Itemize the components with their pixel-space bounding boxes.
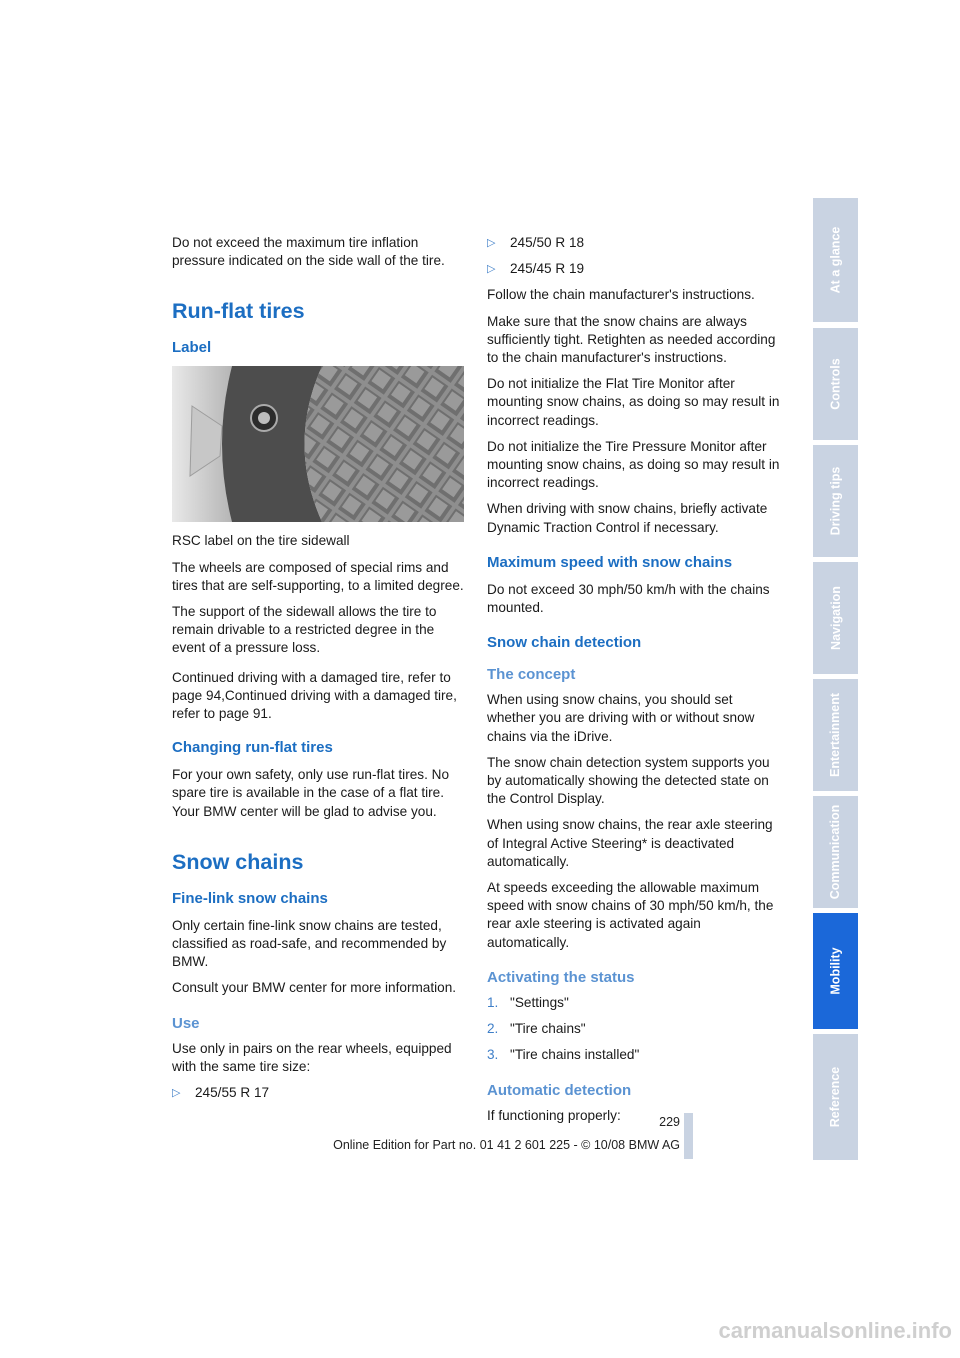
left-column xyxy=(172,234,466,1110)
changing-run-flat-heading: Changing run-flat tires xyxy=(172,739,333,757)
snow-chain-detection-heading: Snow chain detection xyxy=(487,634,642,652)
page-number-bar xyxy=(684,1113,693,1159)
fine-link-heading: Fine-link snow chains xyxy=(172,889,328,907)
paragraph: Use only in pairs on the rear wheels, equipped with the same tire size: xyxy=(172,1040,452,1074)
label-heading: Label xyxy=(172,339,212,357)
paragraph: Do not initialize the Tire Pressure Monitor after mounting snow chains, as doing so may result in incorrect readings. xyxy=(487,438,780,491)
tab-driving-tips[interactable]: Driving tips xyxy=(813,445,858,557)
right-column xyxy=(487,234,781,1133)
list-item xyxy=(487,234,781,252)
paragraph: The wheels are composed of special rims and tires that are self-supporting, to a limited degree. xyxy=(172,559,464,593)
paragraph: If functioning properly: xyxy=(487,1107,621,1123)
snow-chains-heading: Snow chains xyxy=(172,849,304,874)
list-item xyxy=(487,1020,781,1038)
bullet-arrow-icon: ▷ xyxy=(487,237,496,249)
intro-paragraph: Do not exceed the maximum tire inflation pressure indicated on the side wall of the tire. xyxy=(172,235,445,269)
footer-edition: Online Edition for Part no. 01 41 2 601 225 - © 10/08 BMW AG xyxy=(333,1138,680,1152)
step-number: 2. xyxy=(487,1021,499,1037)
step-number: 1. xyxy=(487,994,499,1010)
image-caption: RSC label on the tire sidewall xyxy=(172,533,350,549)
list-item xyxy=(487,994,781,1012)
cross-reference: Continued driving with a damaged tire, refer to page 94,Continued driving with a damaged tire, refer to page 91. xyxy=(172,669,457,722)
page-number: 229 xyxy=(659,1115,680,1129)
paragraph: Do not exceed 30 mph/50 km/h with the chains mounted. xyxy=(487,581,770,616)
paragraph: At speeds exceeding the allowable maximum speed with snow chains of 30 mph/50 km/h, the rear axle steering is activated again automatically. xyxy=(487,880,774,950)
paragraph: Only certain fine-link snow chains are tested, classified as road-safe, and recommended by BMW. xyxy=(172,917,447,970)
list-item xyxy=(172,1084,466,1102)
chapter-tabs xyxy=(813,198,858,1160)
concept-heading: The concept xyxy=(487,666,576,684)
step-text: "Tire chains installed" xyxy=(510,1047,640,1063)
tab-entertainment[interactable]: Entertainment xyxy=(813,679,858,791)
step-text: "Settings" xyxy=(510,994,569,1010)
tab-mobility[interactable]: Mobility xyxy=(813,913,858,1029)
max-speed-heading: Maximum speed with snow chains xyxy=(487,553,733,571)
list-item xyxy=(487,1046,781,1064)
paragraph: Make sure that the snow chains are always sufficiently tight. Retighten as needed according to the chain manufacturer's instructions. xyxy=(487,313,776,366)
tab-navigation[interactable]: Navigation xyxy=(813,562,858,674)
use-heading: Use xyxy=(172,1014,200,1032)
run-flat-heading: Run-flat tires xyxy=(172,299,305,324)
paragraph: For your own safety, only use run-flat tires. No spare tire is available in the case of a flat tire. Your BMW center will be glad to advise you. xyxy=(172,767,450,819)
paragraph: Consult your BMW center for more information. xyxy=(172,980,457,996)
paragraph: When using snow chains, the rear axle steering of Integral Active Steering* is deactivated automatically. xyxy=(487,817,773,869)
bullet-arrow-icon: ▷ xyxy=(172,1087,181,1100)
paragraph: The support of the sidewall allows the tire to remain drivable to a restricted degree in the event of a pressure loss. xyxy=(172,604,437,656)
tab-controls[interactable]: Controls xyxy=(813,328,858,440)
tab-communication[interactable]: Communication xyxy=(813,796,858,908)
automatic-detection-heading: Automatic detection xyxy=(487,1081,632,1099)
paragraph: Follow the chain manufacturer's instructions. xyxy=(487,287,755,303)
step-text: "Tire chains" xyxy=(510,1021,586,1037)
tire-size: 245/45 R 19 xyxy=(510,261,585,277)
tire-size: 245/50 R 18 xyxy=(510,235,585,250)
tab-reference[interactable]: Reference xyxy=(813,1034,858,1160)
paragraph: The snow chain detection system supports you by automatically showing the detected state on the Control Display. xyxy=(487,754,770,807)
tab-at-a-glance[interactable]: At a glance xyxy=(813,198,858,322)
watermark: carmanualsonline.info xyxy=(718,1318,952,1343)
paragraph: Do not initialize the Flat Tire Monitor after mounting snow chains, as doing so may result in incorrect readings. xyxy=(487,376,780,428)
activating-status-heading: Activating the status xyxy=(487,968,635,986)
tire-sidewall-image xyxy=(172,366,464,522)
step-number: 3. xyxy=(487,1047,499,1063)
tire-size: 245/55 R 17 xyxy=(195,1085,270,1101)
paragraph: When driving with snow chains, briefly activate Dynamic Traction Control if necessary. xyxy=(487,501,768,535)
list-item xyxy=(487,260,781,278)
bullet-arrow-icon: ▷ xyxy=(487,263,496,276)
paragraph: When using snow chains, you should set whether you are driving with or without snow chains via the iDrive. xyxy=(487,692,755,744)
